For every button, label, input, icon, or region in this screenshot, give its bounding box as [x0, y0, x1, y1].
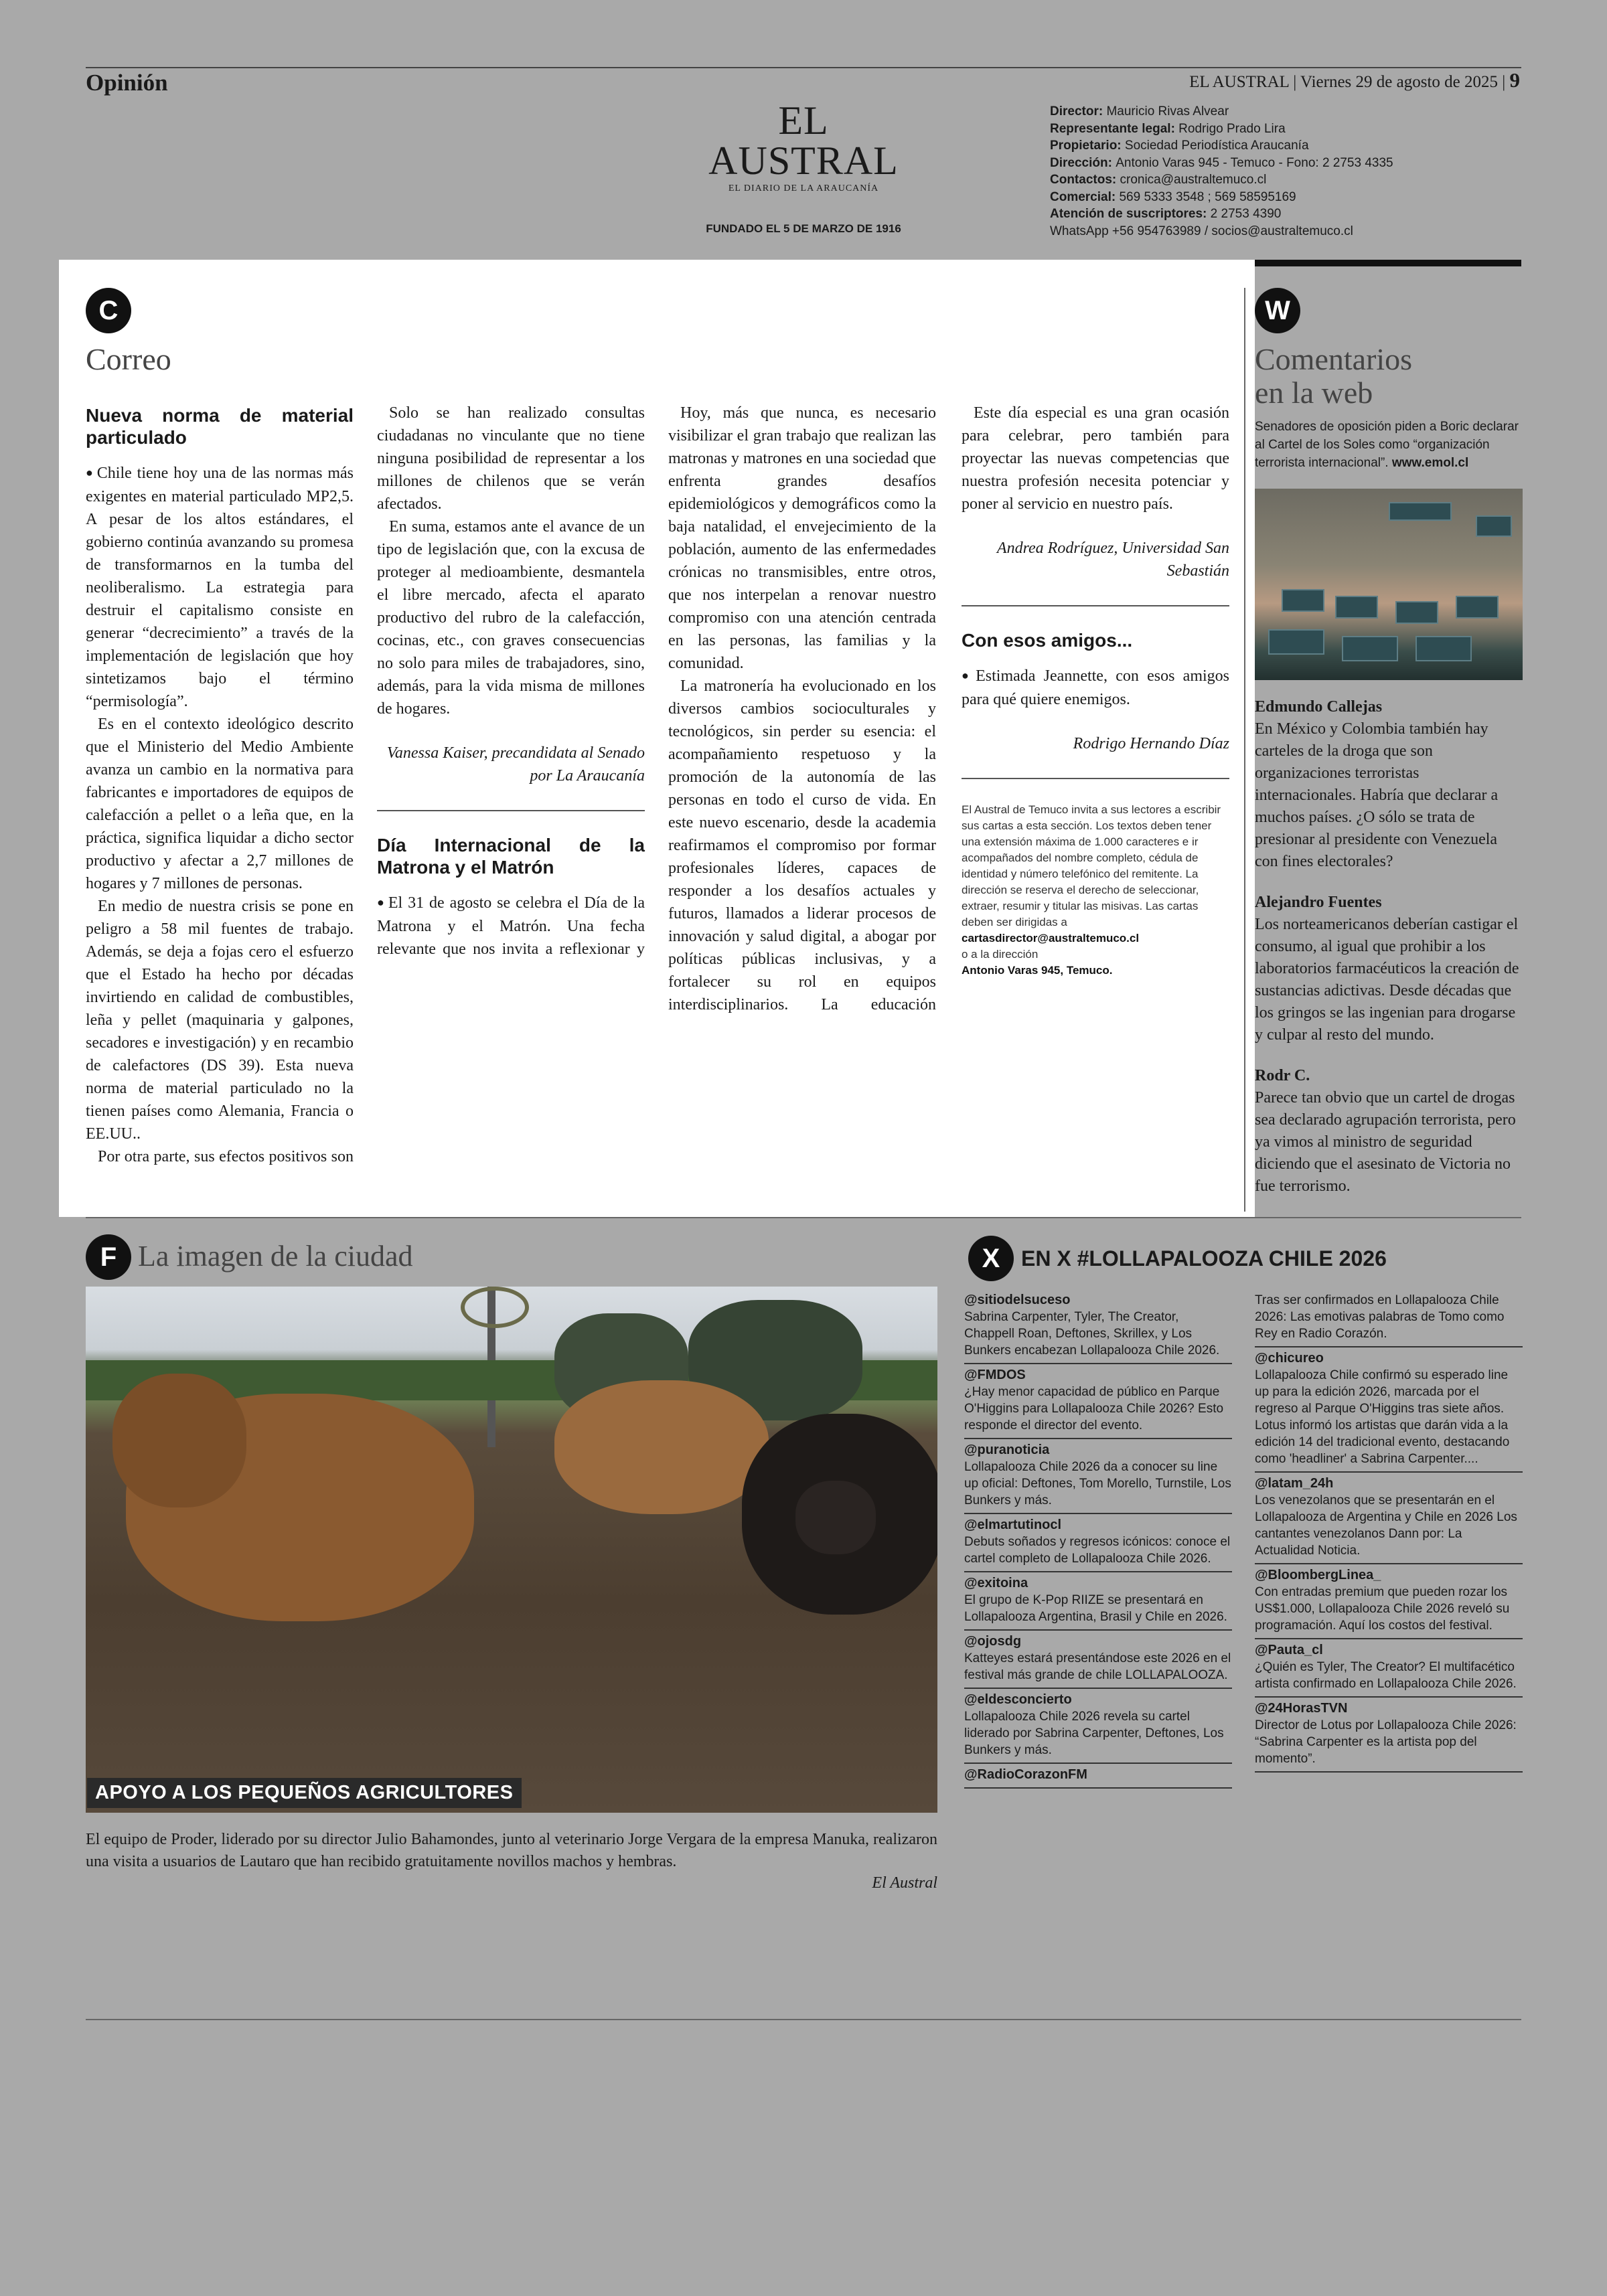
credit-label: Propietario: — [1050, 139, 1125, 153]
mid-rule — [86, 1217, 1521, 1218]
web-lead-text: Senadores de oposición piden a Boric declarar al Cartel de los Soles como “organización terrorista internacional”. — [1255, 420, 1519, 470]
x-handle[interactable]: @exitoina — [964, 1576, 1028, 1590]
x-post-text: Lollapalooza Chile confirmó su esperado line up para la edición 2026, marcada por el regreso al Parque O'Higgins tras siete años. Lotus informó los artistas que darán vida a la edición 14 del tradicional evento, destacando como 'headliner' a Sabrina Carpenter.... — [1255, 1368, 1510, 1466]
comment-text: Parece tan obvio que un cartel de drogas sea declarado agrupación terrorista, pero ya vimos al ministro de seguridad diciendo que el asesinato de Victoria no fue terrorismo. — [1255, 1089, 1516, 1195]
x-post — [1255, 1698, 1523, 1773]
credit-value: 2 2753 4390 — [1210, 207, 1282, 221]
bottom-rule — [86, 2019, 1521, 2020]
comment-author: Rodr C. — [1255, 1067, 1310, 1084]
x-post — [1255, 1473, 1523, 1564]
credit-line — [1050, 206, 1393, 223]
x-handle[interactable]: @elmartutinocl — [964, 1518, 1062, 1532]
letter2-signature: Andrea Rodríguez, Universidad San Sebastián — [996, 540, 1229, 580]
x-handle[interactable]: @24HorasTVN — [1255, 1701, 1348, 1716]
letter1-column-1 — [86, 404, 354, 1168]
x-post-text: Lollapalooza Chile 2026 da a conocer su line up oficial: Deftones, Tom Morello, Turnstile, Los Bunkers y más. — [964, 1460, 1231, 1507]
letter2-column-3 — [668, 402, 936, 1016]
x-section-title: EN X #LOLLAPALOOZA CHILE 2026 — [1021, 1246, 1387, 1270]
x-post — [964, 1764, 1232, 1789]
x-handle[interactable]: @Pauta_cl — [1255, 1643, 1323, 1657]
x-handle[interactable]: @BloombergLinea_ — [1255, 1568, 1381, 1582]
letter2-paragraph: Hoy, más que nunca, es necesario visibilizar el gran trabajo que realizan las matronas y matrones en una sociedad que enfrenta grandes desafíos epidemiológicos y demográficos como la baja natalidad, el envejecimiento de la población, aumento de las enfermedades crónicas no transmisibles, entre otros, que nos interpelan a renovar nuestro compromiso con una atención centrada en las personas, las familias y la comunidad. — [668, 404, 936, 672]
letter3-title: Con esos amigos... — [962, 630, 1133, 651]
x-post-text: Tras ser confirmados en Lollapalooza Chile 2026: Las emotivas palabras de Tomo como Rey en Radio Corazón. — [1255, 1293, 1505, 1341]
letter1-paragraph: Solo se han realizado consultas ciudadanas no vinculante que no tiene ninguna posibilidad de representar a los millones de chilenos que se verán afectados. — [377, 404, 645, 513]
x-handle[interactable]: @ojosdg — [964, 1634, 1022, 1649]
city-title: La imagen de la ciudad — [138, 1240, 413, 1273]
credit-line — [1050, 155, 1393, 172]
letter3-signature: Rodrigo Hernando Díaz — [1073, 735, 1229, 752]
x-post — [964, 1631, 1232, 1689]
letter2-paragraph: La matronería ha evolucionado en los diversos cambios socioculturales y tecnológicos, sin perder su esencia: el acompañamiento respetuoso y la promoción de la autonomía de las personas en todo el curso de vida. En este nuevo escenario, desde la academia reafirmamos el compromiso por formar profesionales líderes, capaces de responder a los desafíos actuales y futuros, llamados a liderar procesos de innovación y salud digital, a abogar por políticas públicas inclusivas, y a fortalecer su rol en equipos interdisciplinarios. La educación — [668, 677, 936, 1013]
city-caption-text: El equipo de Proder, liderado por su director Julio Bahamondes, junto al veterinario Jorge Vergara de la empresa Manuka, realizaron una visita a usuarios de Lautaro que han recibido gratuitamente novillos machos y hembras. — [86, 1831, 937, 1870]
credit-value: Sociedad Periodística Araucanía — [1124, 139, 1309, 153]
web-lead-source[interactable]: www.emol.cl — [1391, 456, 1469, 470]
x-handle[interactable]: @sitiodelsuceso — [964, 1293, 1071, 1307]
x-post — [964, 1514, 1232, 1572]
x-post — [964, 1572, 1232, 1631]
x-post-text: Director de Lotus por Lollapalooza Chile 2026: “Sabrina Carpenter es la artista pop del momento”. — [1255, 1718, 1517, 1766]
paper-date: EL AUSTRAL | Viernes 29 de agosto de 2025 | — [1189, 73, 1506, 91]
credit-value: WhatsApp +56 954763989 / socios@australtemuco.cl — [1050, 224, 1353, 238]
web-comments — [1255, 696, 1523, 1216]
notice-or: o a la dirección — [962, 948, 1039, 961]
x-handle[interactable]: @puranoticia — [964, 1443, 1050, 1457]
letters-notice — [962, 802, 1229, 979]
cattle-photo — [86, 1287, 937, 1813]
credit-value: Mauricio Rivas Alvear — [1106, 104, 1229, 118]
masthead-name: EL AUSTRAL — [708, 98, 899, 183]
city-credit: El Austral — [872, 1874, 937, 1892]
credit-label: Contactos: — [1050, 173, 1120, 187]
credit-label: Dirección: — [1050, 155, 1116, 170]
web-lead — [1255, 418, 1523, 472]
x-post — [1255, 1347, 1523, 1473]
credit-line — [1050, 120, 1393, 138]
letter1-title: Nueva norma de material particulado — [86, 405, 354, 448]
x-badge: X — [968, 1236, 1014, 1281]
credit-label: Comercial: — [1050, 189, 1120, 204]
credit-line — [1050, 189, 1393, 206]
x-post-text: El grupo de K-Pop RIIZE se presentará en Lollapalooza Argentina, Brasil y Chile en 2026. — [964, 1593, 1227, 1624]
city-badge: F — [86, 1234, 131, 1280]
photo-caption: APOYO A LOS PEQUEÑOS AGRICULTORES — [87, 1778, 522, 1808]
credit-value: Rodrigo Prado Lira — [1178, 121, 1286, 136]
x-handle[interactable]: @chicureo — [1255, 1351, 1324, 1366]
correo-badge: C — [86, 288, 131, 333]
comment-author: Alejandro Fuentes — [1255, 894, 1382, 911]
page-number: 9 — [1509, 68, 1520, 92]
masthead — [693, 100, 914, 236]
x-post-text: Los venezolanos que se presentarán en el Lollapalooza de Argentina y Chile en 2026 Los cantantes venezolanos Dann por: La Actualidad Noticia. — [1255, 1493, 1517, 1558]
x-posts-left — [964, 1289, 1232, 1789]
credit-line — [1050, 171, 1393, 189]
credit-value: 569 5333 3548 ; 569 58595169 — [1119, 189, 1296, 204]
paper-date-line — [1189, 68, 1520, 92]
letter1-signature: Vanessa Kaiser, precandidata al Senado por La Araucanía — [386, 744, 645, 785]
x-post-text: Katteyes estará presentándose este 2026 en el festival más grande de chile LOLLAPALOOZA. — [964, 1651, 1231, 1682]
masthead-tagline: EL DIARIO DE LA ARAUCANÍA — [728, 183, 879, 193]
x-posts-right — [1255, 1289, 1523, 1773]
letter3-paragraph: ● Estimada Jeannette, con esos amigos para qué quiere enemigos. — [962, 665, 1229, 711]
x-post — [964, 1689, 1232, 1764]
letter2-title: Día Internacional de la Matrona y el Matrón — [377, 835, 645, 878]
x-post — [964, 1364, 1232, 1439]
section-label: Opinión — [86, 70, 168, 96]
x-post-text: Debuts soñados y regresos icónicos: conoce el cartel completo de Lollapalooza Chile 2026. — [964, 1535, 1231, 1566]
credit-line — [1050, 223, 1393, 240]
web-title-line2: en la web — [1255, 376, 1373, 410]
credit-value: cronica@australtemuco.cl — [1120, 173, 1267, 187]
senate-photo — [1255, 489, 1523, 680]
letter1-paragraph: En suma, estamos ante el avance de un tipo de legislación que, con la excusa de proteger al medioambiente, desmantela el libre mercado, afecta el aparato productivo del rubro de la calefacción, cocinas, etc., con graves consecuencias no solo para miles de trabajadores, sino, además, para la vida misma de millones de hogares. — [377, 518, 645, 718]
letter1-column-2 — [377, 402, 645, 960]
x-handle[interactable]: @FMDOS — [964, 1368, 1026, 1382]
credits-block — [1050, 103, 1393, 240]
x-post-text: ¿Hay menor capacidad de público en Parque O'Higgins para Lollapalooza Chile 2026? Esto responde el director del evento. — [964, 1385, 1224, 1432]
x-post — [1255, 1639, 1523, 1698]
letter1-paragraph: Es en el contexto ideológico descrito que el Ministerio del Medio Ambiente avanza un cambio en la normativa para fabricantes e importadores de equipos de calefacción a pellet o a leña que, en la práctica, significa liquidar a dicho sector productivo y afectar a 2,7 millones de hogares y 7 millones de personas. — [86, 716, 354, 892]
x-handle[interactable]: @RadioCorazonFM — [964, 1767, 1087, 1782]
credit-line — [1050, 137, 1393, 155]
credit-label: Atención de suscriptores: — [1050, 207, 1211, 221]
x-post-text: ¿Quién es Tyler, The Creator? El multifacético artista confirmado en Lollapalooza Chile 2026. — [1255, 1660, 1517, 1691]
x-post — [1255, 1289, 1523, 1347]
letter1-paragraph: ● Chile tiene hoy una de las normas más exigentes en material particulado MP2,5. A pesar de los altos estándares, el gobierno continúa avanzando su promesa de transformarnos en la tumba del neoliberalismo. La estrategia para destruir el capitalismo consiste en generar “decrecimiento” a través de la implementación de legislación que hoy sintetizamos bajo el término “permisología”. — [86, 462, 354, 713]
correo-title: Correo — [86, 342, 171, 376]
web-badge: W — [1255, 288, 1300, 333]
notice-address: Antonio Varas 945, Temuco. — [962, 964, 1113, 977]
letter2-column-4 — [962, 402, 1229, 979]
founded-line: FUNDADO EL 5 DE MARZO DE 1916 — [706, 222, 901, 235]
credit-line — [1050, 103, 1393, 120]
web-title-line1: Comentarios — [1255, 342, 1413, 376]
letter1-paragraph: En medio de nuestra crisis se pone en peligro a 58 mil fuentes de trabajo. Además, se deja a fojas cero el esfuerzo que el Estado ha hecho por décadas invirtiendo en calidad de combustibles, leña y pellet (maquinaria y galpones, secadores e investigación) y en recambio de calefactores (DS 39). Esta nueva norma de material particulado no la tienen países como Alemania, Francia o EE.UU.. — [86, 898, 354, 1143]
credit-label: Representante legal: — [1050, 121, 1179, 136]
credit-label: Director: — [1050, 104, 1107, 118]
letter-separator — [377, 810, 645, 811]
x-post-text: Con entradas premium que pueden rozar los US$1.000, Lollapalooza Chile 2026 reveló su programación. Aquí los costos del festival. — [1255, 1585, 1510, 1633]
notice-email[interactable]: cartasdirector@australtemuco.cl — [962, 932, 1140, 945]
x-post — [1255, 1564, 1523, 1639]
letter-separator — [962, 605, 1229, 606]
web-column-divider — [1244, 288, 1245, 1212]
web-title — [1255, 343, 1412, 410]
letter2-paragraph: Este día especial es una gran ocasión para celebrar, pero también para proyectar las nuevas competencias que nuestra profesión necesita potenciar y poner al servicio en nuestro país. — [962, 404, 1229, 513]
credit-value: Antonio Varas 945 - Temuco - Fono: 2 2753 4335 — [1116, 155, 1393, 170]
x-post — [964, 1289, 1232, 1364]
x-post-text: Sabrina Carpenter, Tyler, The Creator, Chappell Roan, Deftones, Skrillex, y Los Bunkers encabezan Lollapalooza Chile 2026. — [964, 1310, 1220, 1358]
x-handle[interactable]: @eldesconcierto — [964, 1692, 1072, 1707]
letter2-paragraph: ● El 31 de agosto se celebra el Día de la Matrona y el Matrón. Una fecha relevante que nos invita a reflexionar y — [377, 892, 645, 960]
x-post — [964, 1439, 1232, 1514]
letter-separator — [962, 778, 1229, 779]
comment-author: Edmundo Callejas — [1255, 698, 1383, 716]
comment-text: En México y Colombia también hay carteles de la droga que son organizaciones terroristas internacionales. Habría que declarar a muchos países. ¿O sólo se trata de presionar al presidente con Venezuela con fines electorales? — [1255, 720, 1499, 870]
letter1-paragraph: Por otra parte, sus efectos positivos son — [98, 1148, 354, 1165]
x-post-text: Lollapalooza Chile 2026 revela su cartel liderado por Sabrina Carpenter, Deftones, Los Bunkers y más. — [964, 1710, 1224, 1757]
x-handle[interactable]: @latam_24h — [1255, 1476, 1334, 1491]
notice-text: El Austral de Temuco invita a sus lectores a escribir sus cartas a esta sección. Los textos deben tener una extensión máxima de 1.000 caracteres e ir acompañados del nombre completo, cédula de identidad y número telefónico del remitente. La dirección se reserva el derecho de seleccionar, extraer, resumir y titular las misivas. Las cartas deben ser dirigidas a — [962, 803, 1221, 928]
comment-text: Los norteamericanos deberían castigar el consumo, al igual que prohibir a los laboratorios farmacéuticos la creación de sustancias adictivas. Desde décadas que los gringos se las ingenian para drogarse y culpar al resto del mundo. — [1255, 916, 1519, 1044]
